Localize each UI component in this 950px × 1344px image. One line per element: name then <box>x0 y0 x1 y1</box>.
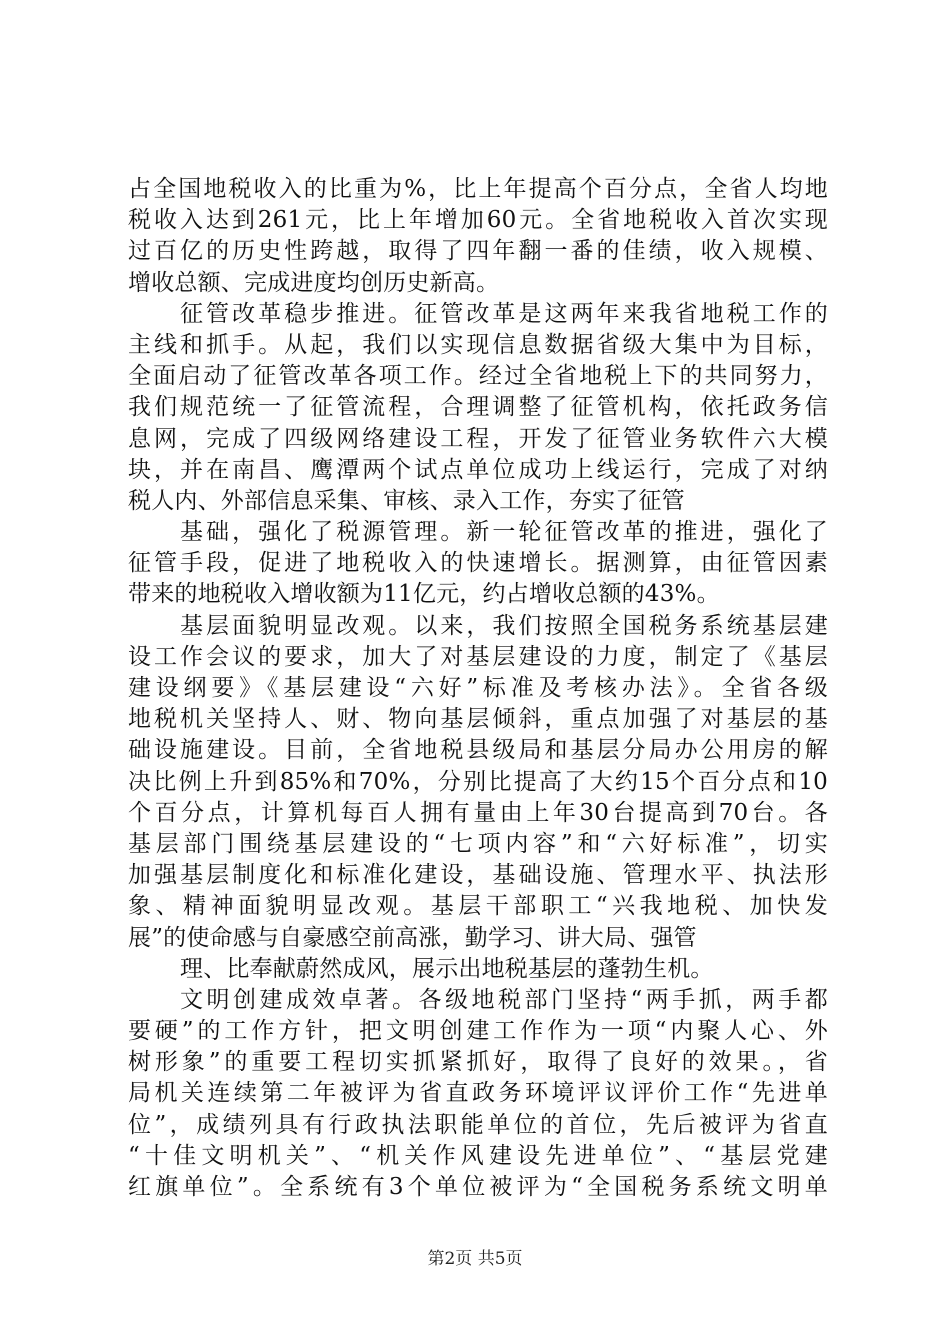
text-line: “十佳文明机关”、“机关作风建设先进单位”、“基层党建 <box>128 1142 828 1169</box>
text-line: 息网，完成了四级网络建设工程，开发了征管业务软件六大模 <box>128 425 828 452</box>
text-line: 基础，强化了税源管理。新一轮征管改革的推进，强化了 <box>180 519 828 546</box>
text-line: 位”，成绩列具有行政执法职能单位的首位，先后被评为省直 <box>128 1111 828 1138</box>
text-line: 理、比奉献蔚然成风，展示出地税基层的蓬勃生机。 <box>180 955 714 982</box>
text-line: 主线和抓手。从起，我们以实现信息数据省级大集中为目标， <box>128 331 828 358</box>
text-line: 局机关连续第二年被评为省直政务环境评议评价工作“先进单 <box>128 1080 828 1107</box>
text-line: 地税机关坚持人、财、物向基层倾斜，重点加强了对基层的基 <box>128 706 828 733</box>
text-line: 树形象”的重要工程切实抓紧抓好，取得了良好的效果。，省 <box>128 1049 828 1076</box>
text-line: 税人内、外部信息采集、审核、录入工作，夯实了征管 <box>128 487 685 514</box>
text-line: 全面启动了征管改革各项工作。经过全省地税上下的共同努力， <box>128 363 828 390</box>
text-line: 税收入达到261元，比上年增加60元。全省地税收入首次实现 <box>128 207 828 234</box>
text-line: 象、精神面貌明显改观。基层干部职工“兴我地税、加快发 <box>128 893 828 920</box>
text-line: 决比例上升到85%和70%，分别比提高了大约15个百分点和10 <box>128 768 828 795</box>
text-line: 征管改革稳步推进。征管改革是这两年来我省地税工作的 <box>180 300 828 327</box>
text-line: 征管手段，促进了地税收入的快速增长。据测算，由征管因素 <box>128 550 828 577</box>
text-line: 个百分点，计算机每百人拥有量由上年30台提高到70台。各 <box>128 799 828 826</box>
page-footer: 第2页 共5页 <box>427 1249 523 1269</box>
text-line: 基层面貌明显改观。以来，我们按照全国税务系统基层建 <box>180 612 828 639</box>
text-line: 我们规范统一了征管流程，合理调整了征管机构，依托政务信 <box>128 394 828 421</box>
text-line: 过百亿的历史性跨越，取得了四年翻一番的佳绩，收入规模、 <box>128 238 828 265</box>
text-line: 增收总额、完成进度均创历史新高。 <box>128 269 500 296</box>
text-line: 基层部门围绕基层建设的“七项内容”和“六好标准”，切实 <box>128 830 828 857</box>
text-line: 础设施建设。目前，全省地税县级局和基层分局办公用房的解 <box>128 737 828 764</box>
text-line: 加强基层制度化和标准化建设，基础设施、管理水平、执法形 <box>128 862 828 889</box>
text-line: 展”的使命感与自豪感空前高涨，勤学习、讲大局、强管 <box>128 924 697 951</box>
text-line: 文明创建成效卓著。各级地税部门坚持“两手抓，两手都 <box>180 986 828 1013</box>
text-line: 要硬”的工作方针，把文明创建工作作为一项“内聚人心、外 <box>128 1018 828 1045</box>
text-line: 建设纲要》《基层建设“六好”标准及考核办法》。全省各级 <box>128 675 828 701</box>
text-line: 红旗单位”。全系统有3个单位被评为“全国税务系统文明单 <box>128 1174 828 1200</box>
text-line: 设工作会议的要求，加大了对基层建设的力度，制定了《基层 <box>128 643 828 670</box>
body-text <box>128 174 828 1203</box>
text-line: 带来的地税收入增收额为11亿元，约占增收总额的43%。 <box>128 581 720 608</box>
text-line: 占全国地税收入的比重为%，比上年提高个百分点，全省人均地 <box>128 176 828 202</box>
text-line: 块，并在南昌、鹰潭两个试点单位成功上线运行，完成了对纳 <box>128 456 828 483</box>
